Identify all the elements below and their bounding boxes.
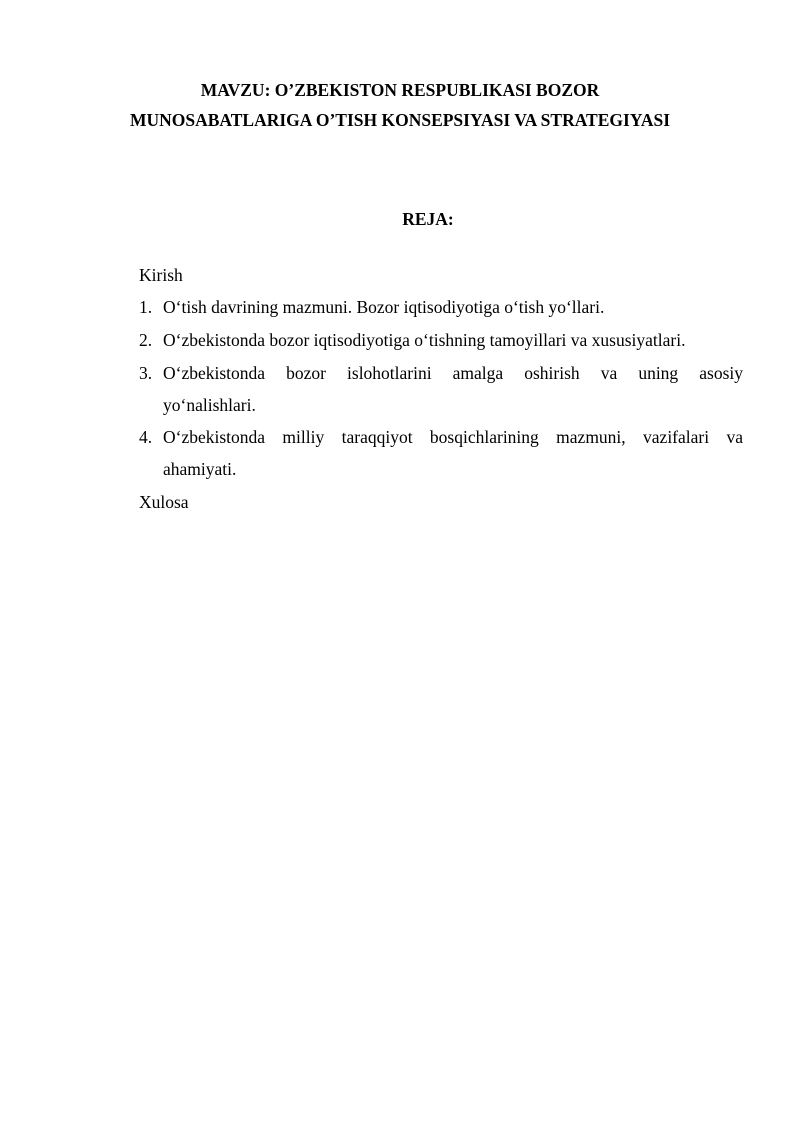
list-item-line: O‘zbekistonda milliy taraqqiyot bosqichlarining mazmuni, vazifalari va: [163, 427, 743, 447]
plan-heading: REJA:: [402, 209, 454, 229]
list-item-text: O‘zbekistonda bozor iqtisodiyotiga o‘tishning tamoyillari va xususiyatlari.: [163, 330, 686, 350]
list-item-continuation: ahamiyati.: [163, 459, 237, 479]
intro-label: Kirish: [139, 265, 183, 285]
list-item-text: [163, 425, 743, 449]
document-title-line-1: MAVZU: O’ZBEKISTON RESPUBLIKASI BOZOR: [200, 80, 600, 100]
list-item-text: O‘tish davrining mazmuni. Bozor iqtisodiyotiga o‘tish yo‘llari.: [163, 297, 605, 317]
list-item-continuation: yo‘nalishlari.: [163, 395, 256, 415]
list-item-line: O‘zbekistonda bozor islohotlarini amalga oshirish va uning asosiy: [163, 363, 743, 383]
list-item-number: 1.: [139, 297, 153, 317]
list-item-number: 2.: [139, 330, 153, 350]
document-title-line-2: MUNOSABATLARIGA O’TISH KONSEPSIYASI VA STRATEGIYASI: [129, 110, 671, 130]
list-item-number: 4.: [139, 427, 153, 447]
list-item-text: [163, 361, 743, 385]
list-item-number: 3.: [139, 363, 153, 383]
conclusion-label: Xulosa: [139, 492, 189, 512]
